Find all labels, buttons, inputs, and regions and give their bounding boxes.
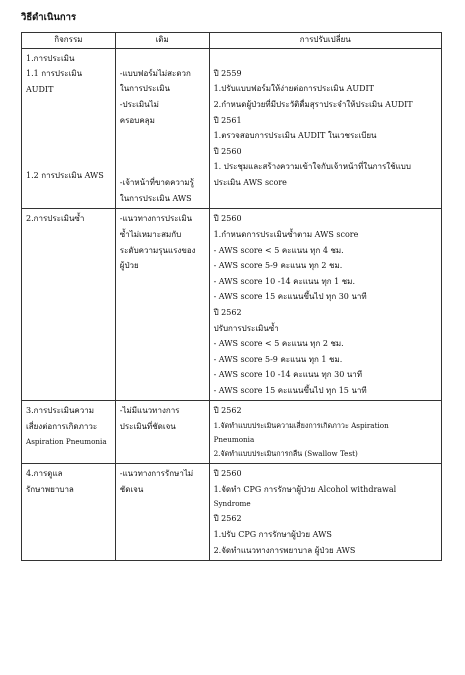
before-cell	[115, 48, 209, 209]
cell-line: ระดับความรุนแรงของ	[119, 245, 196, 255]
cell-line: ปี 2560	[213, 469, 242, 479]
cell-line: เสี่ยงต่อการเกิดภาวะ	[26, 422, 98, 432]
header-before: เดิม	[115, 33, 209, 49]
cell-line: - AWS score 15 คะแนนขึ้นไป ทุก 15 นาที	[213, 385, 367, 395]
cell-line: Pneumonia	[213, 435, 255, 445]
cell-line: ประเมินที่ชัดเจน	[119, 422, 176, 432]
cell-line: ซ้ำไม่เหมาะสมกับ	[119, 229, 182, 239]
header-activity: กิจกรรม	[22, 33, 116, 49]
cell-line: - AWS score < 5 คะแนน ทุก 4 ชม.	[213, 245, 344, 255]
cell-line: ปี 2560	[213, 214, 242, 224]
activity-cell	[22, 401, 116, 464]
cell-line: Syndrome	[213, 499, 251, 509]
cell-line: -แนวทางการประเมิน	[119, 214, 193, 224]
cell-line: - AWS score < 5 คะแนน ทุก 2 ชม.	[213, 339, 344, 349]
cell-line: ครอบคลุม	[119, 115, 155, 125]
cell-line: 1.2 การประเมิน AWS	[26, 170, 104, 180]
cell-line: 1.ปรับ CPG การรักษาผู้ป่วย AWS	[213, 529, 332, 539]
cell-line: ปี 2561	[213, 115, 242, 125]
table-row	[22, 401, 442, 464]
cell-line: 3.การประเมินความ	[26, 406, 95, 416]
cell-line: 2.จัดทำแนวทางการพยาบาล ผู้ป่วย AWS	[213, 545, 356, 555]
cell-line: - AWS score 5-9 คะแนน ทุก 1 ชม.	[213, 354, 343, 364]
cell-line: ผู้ป่วย	[119, 261, 139, 271]
procedure-table	[21, 32, 442, 561]
table-row	[22, 464, 442, 561]
cell-line: 1.การประเมิน	[26, 53, 75, 63]
cell-line: - AWS score 15 คะแนนขึ้นไป ทุก 30 นาที	[213, 292, 367, 302]
section-heading: วิธีดำเนินการ	[21, 12, 77, 23]
cell-line: ปี 2559	[213, 68, 242, 78]
changes-cell	[209, 401, 441, 464]
cell-line: 1. ประชุมและสร้างความเข้าใจกับเจ้าหน้าที่ในการใช้แบบ	[213, 162, 411, 172]
cell-line: -เจ้าหน้าที่ขาดความรู้	[119, 178, 194, 188]
cell-line: -ประเมินไม่	[119, 99, 159, 109]
cell-line: 2.การประเมินซ้ำ	[26, 214, 85, 224]
cell-line: ปรับการประเมินซ้ำ	[213, 323, 279, 333]
cell-line: -ไม่มีแนวทางการ	[119, 406, 180, 416]
changes-cell	[209, 209, 441, 401]
cell-line: 1.กำหนดการประเมินซ้ำตาม AWS score	[213, 229, 359, 239]
cell-line: ปี 2562	[213, 514, 242, 524]
cell-line: - AWS score 10 -14 คะแนน ทุก 30 นาที	[213, 370, 363, 380]
cell-line: -แนวทางการรักษาไม่	[119, 469, 194, 479]
cell-line: 1.ปรับแบบฟอร์มให้ง่ายต่อการประเมิน AUDIT	[213, 84, 375, 94]
cell-line: ปี 2562	[213, 307, 242, 317]
header-changes: การปรับเปลี่ยน	[209, 33, 441, 49]
cell-line: ปี 2560	[213, 146, 242, 156]
cell-line: Aspiration Pneumonia	[26, 436, 107, 446]
cell-line: - AWS score 5-9 คะแนน ทุก 2 ชม.	[213, 261, 343, 271]
activity-cell	[22, 209, 116, 401]
cell-line: ในการประเมิน	[119, 84, 170, 94]
table-header-row	[22, 33, 442, 49]
cell-line: 1.ตรวจสอบการประเมิน AUDIT ในเวชระเบียน	[213, 131, 377, 141]
cell-line: - AWS score 10 -14 คะแนน ทุก 1 ชม.	[213, 276, 355, 286]
changes-cell	[209, 464, 441, 561]
cell-line: AUDIT	[26, 84, 54, 94]
activity-cell	[22, 48, 116, 209]
cell-line: 1.จัดทำ CPG การรักษาผู้ป่วย Alcohol withdrawal	[213, 484, 397, 494]
activity-cell	[22, 464, 116, 561]
table-row	[22, 209, 442, 401]
cell-line: ชัดเจน	[119, 484, 144, 494]
cell-line: 2.กำหนดผู้ป่วยที่มีประวัติดื่มสุราประจำให้ประเมิน AUDIT	[213, 99, 413, 109]
cell-line: -แบบฟอร์มไม่สะดวก	[119, 68, 191, 78]
cell-line: ประเมิน AWS score	[213, 177, 287, 187]
cell-line: 2.จัดทำแบบประเมินการกลืน (Swallow Test)	[213, 449, 358, 459]
before-cell	[115, 464, 209, 561]
cell-line: ปี 2562	[213, 406, 242, 416]
cell-line: รักษาพยาบาล	[26, 484, 74, 494]
table-row	[22, 48, 442, 209]
cell-line: ในการประเมิน AWS	[119, 193, 192, 203]
before-cell	[115, 401, 209, 464]
cell-line: 4.การดูแล	[26, 469, 63, 479]
before-cell	[115, 209, 209, 401]
changes-cell	[209, 48, 441, 209]
cell-line: 1.1 การประเมิน	[26, 69, 83, 79]
cell-line: 1.จัดทำแบบประเมินความเสี่ยงการเกิดภาวะ Aspiration	[213, 421, 389, 431]
